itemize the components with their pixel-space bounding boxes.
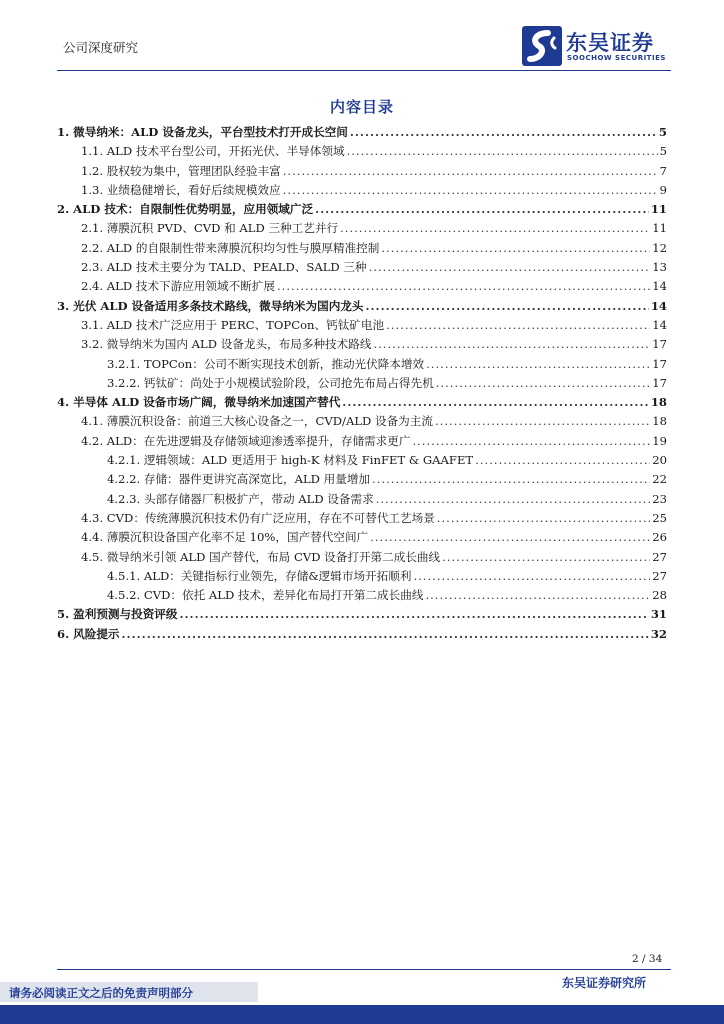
toc-entry-title: 4.2.2. 存储：器件更讲究高深宽比，ALD 用量增加 xyxy=(107,472,371,487)
toc-entry-page: 17 xyxy=(652,356,667,371)
toc-entry-title: 6. 风险提示 xyxy=(57,626,120,641)
toc-entry-page: 19 xyxy=(652,433,667,448)
toc-entry[interactable] xyxy=(57,143,667,162)
toc-entry[interactable] xyxy=(57,317,667,336)
toc-leader-dots xyxy=(283,164,658,178)
toc-entry-title: 4.2.1. 逻辑领域：ALD 更适用于 high-K 材料及 FinFET & GAAFET xyxy=(107,453,474,468)
toc-entry-title: 1.2. 股权较为集中，管理团队经验丰富 xyxy=(81,163,281,178)
toc-entry-page: 13 xyxy=(652,260,667,275)
toc-entry-page: 14 xyxy=(652,317,667,332)
toc-leader-dots xyxy=(342,395,649,409)
toc-entry-title: 4.1. 薄膜沉积设备：前道三大核心设备之一，CVD/ALD 设备为主流 xyxy=(81,414,433,429)
toc-entry-title: 4.2. ALD：在先进逻辑及存储领域迎渗透率提升，存储需求更广 xyxy=(81,433,411,448)
toc-entry-title: 1.1. ALD 技术平台型公司，开拓光伏、半导体领域 xyxy=(81,144,345,159)
toc-entry-title: 3.2.2. 钙钛矿：尚处于小规模试验阶段，公司抢先布局占得先机 xyxy=(107,375,434,390)
toc-entry-page: 5 xyxy=(659,144,667,159)
toc-entry-title: 2.1. 薄膜沉积 PVD、CVD 和 ALD 三种工艺并行 xyxy=(81,221,339,236)
toc-leader-dots xyxy=(376,492,651,506)
toc-leader-dots xyxy=(350,125,657,139)
toc-entry-page: 17 xyxy=(652,337,667,352)
toc-entry-page: 14 xyxy=(650,298,667,313)
toc-entry[interactable] xyxy=(57,529,667,548)
toc-leader-dots xyxy=(413,569,650,583)
research-institute-name: 东吴证券研究所 xyxy=(562,976,647,990)
toc-entry[interactable] xyxy=(57,375,667,394)
toc-entry[interactable] xyxy=(57,163,667,182)
toc-leader-dots xyxy=(347,144,658,158)
toc-entry-page: 18 xyxy=(650,395,667,410)
toc-leader-dots xyxy=(372,472,650,486)
toc-entry[interactable] xyxy=(57,568,667,587)
toc-entry-page: 11 xyxy=(650,202,667,217)
toc-leader-dots xyxy=(425,588,650,602)
toc-leader-dots xyxy=(365,299,648,313)
toc-entry-page: 12 xyxy=(652,240,667,255)
toc-entry[interactable] xyxy=(57,549,667,568)
toc-entry-title: 4.3. CVD：传统薄膜沉积技术仍有广泛应用，存在不可替代工艺场景 xyxy=(81,510,435,525)
toc-entry-page: 28 xyxy=(652,588,667,603)
header-divider xyxy=(57,70,671,71)
toc-entry[interactable] xyxy=(57,278,667,297)
toc-leader-dots xyxy=(381,241,650,255)
toc-leader-dots xyxy=(435,414,650,428)
toc-entry[interactable] xyxy=(57,606,667,625)
toc-entry-page: 11 xyxy=(652,221,667,236)
toc-entry-title: 3. 光伏 ALD 设备适用多条技术路线，微导纳米为国内龙头 xyxy=(57,298,364,313)
toc-leader-dots xyxy=(315,202,649,216)
toc-entry-page: 23 xyxy=(652,491,667,506)
toc-entry[interactable] xyxy=(57,413,667,432)
disclaimer-text: 请务必阅读正文之后的免责声明部分 xyxy=(9,986,193,1000)
toc-entry[interactable] xyxy=(57,336,667,355)
footer-band xyxy=(0,1005,724,1024)
toc-entry-page: 17 xyxy=(652,375,667,390)
toc-entry[interactable] xyxy=(57,394,667,413)
toc-entry-title: 4.5.1. ALD：关键指标行业领先，存储&逻辑市场开拓顺利 xyxy=(107,568,412,583)
toc-entry-title: 1.3. 业绩稳健增长，看好后续规模效应 xyxy=(81,182,281,197)
toc-entry-title: 3.2. 微导纳米为国内 ALD 设备龙头，布局多种技术路线 xyxy=(81,337,372,352)
toc-leader-dots xyxy=(370,530,650,544)
toc-entry[interactable] xyxy=(57,433,667,452)
toc-entry[interactable] xyxy=(57,626,667,645)
table-of-contents xyxy=(57,124,667,645)
toc-leader-dots xyxy=(412,434,650,448)
toc-entry-title: 4.4. 薄膜沉积设备国产化率不足 10%，国产替代空间广 xyxy=(81,530,369,545)
toc-leader-dots xyxy=(442,550,650,564)
toc-entry[interactable] xyxy=(57,491,667,510)
toc-leader-dots xyxy=(122,627,649,641)
toc-entry[interactable] xyxy=(57,182,667,201)
toc-leader-dots xyxy=(426,357,650,371)
toc-entry[interactable] xyxy=(57,240,667,259)
toc-leader-dots xyxy=(437,511,650,525)
toc-entry-title: 1. 微导纳米：ALD 设备龙头，平台型技术打开成长空间 xyxy=(57,125,348,139)
toc-entry-page: 27 xyxy=(652,568,667,583)
toc-entry[interactable] xyxy=(57,259,667,278)
logo-chinese-name: 东吴证券 xyxy=(566,31,654,55)
toc-entry-title: 2.2. ALD 的自限制性带来薄膜沉积均匀性与膜厚精准控制 xyxy=(81,240,380,255)
toc-entry-title: 2.3. ALD 技术主要分为 TALD、PEALD、SALD 三种 xyxy=(81,260,367,275)
toc-entry[interactable] xyxy=(57,220,667,239)
report-type-label: 公司深度研究 xyxy=(63,40,139,55)
toc-entry[interactable] xyxy=(57,298,667,317)
toc-entry-page: 22 xyxy=(652,472,667,487)
toc-entry[interactable] xyxy=(57,452,667,471)
toc-leader-dots xyxy=(340,221,650,235)
toc-entry-page: 20 xyxy=(652,453,667,468)
toc-title: 内容目录 xyxy=(329,98,394,116)
toc-leader-dots xyxy=(373,337,650,351)
toc-leader-dots xyxy=(386,318,650,332)
toc-entry-page: 14 xyxy=(652,279,667,294)
footer-divider xyxy=(57,969,671,970)
toc-entry-page: 5 xyxy=(658,125,667,139)
toc-entry-title: 2. ALD 技术：自限制性优势明显，应用领域广泛 xyxy=(57,202,314,217)
toc-entry[interactable] xyxy=(57,510,667,529)
toc-leader-dots xyxy=(369,260,651,274)
toc-leader-dots xyxy=(179,607,648,621)
toc-entry-title: 4.5. 微导纳米引领 ALD 国产替代，布局 CVD 设备打开第二成长曲线 xyxy=(81,549,441,564)
toc-entry-page: 9 xyxy=(659,182,667,197)
toc-entry-title: 4.5.2. CVD：依托 ALD 技术，差异化布局打开第二成长曲线 xyxy=(107,588,424,603)
page-number: 2 / 34 xyxy=(632,953,663,965)
toc-entry-title: 3.2.1. TOPCon：公司不断实现技术创新，推动光伏降本增效 xyxy=(107,356,425,371)
toc-entry[interactable] xyxy=(57,356,667,375)
toc-entry[interactable] xyxy=(57,471,667,490)
toc-entry[interactable] xyxy=(57,124,667,143)
toc-entry-page: 31 xyxy=(650,607,667,622)
toc-entry-title: 3.1. ALD 技术广泛应用于 PERC、TOPCon、钙钛矿电池 xyxy=(81,317,385,332)
toc-entry-page: 32 xyxy=(650,626,667,641)
toc-entry[interactable] xyxy=(57,587,667,606)
toc-entry-title: 4. 半导体 ALD 设备市场广阔，微导纳米加速国产替代 xyxy=(57,395,341,410)
toc-entry[interactable] xyxy=(57,201,667,220)
toc-leader-dots xyxy=(475,453,650,467)
toc-entry-page: 27 xyxy=(652,549,667,564)
toc-entry-title: 4.2.3. 头部存储器厂积极扩产，带动 ALD 设备需求 xyxy=(107,491,374,506)
soochow-logo-icon xyxy=(522,26,562,66)
toc-entry-title: 5. 盈利预测与投资评级 xyxy=(57,607,178,622)
toc-entry-page: 25 xyxy=(652,510,667,525)
toc-entry-page: 18 xyxy=(652,414,667,429)
toc-entry-page: 7 xyxy=(659,163,667,178)
company-logo xyxy=(522,26,672,66)
toc-leader-dots xyxy=(436,376,651,390)
toc-leader-dots xyxy=(277,279,650,293)
logo-english-name: SOOCHOW SECURITIES xyxy=(567,54,666,62)
toc-entry-title: 2.4. ALD 技术下游应用领域不断扩展 xyxy=(81,279,275,294)
toc-leader-dots xyxy=(283,183,658,197)
toc-entry-page: 26 xyxy=(652,530,667,545)
